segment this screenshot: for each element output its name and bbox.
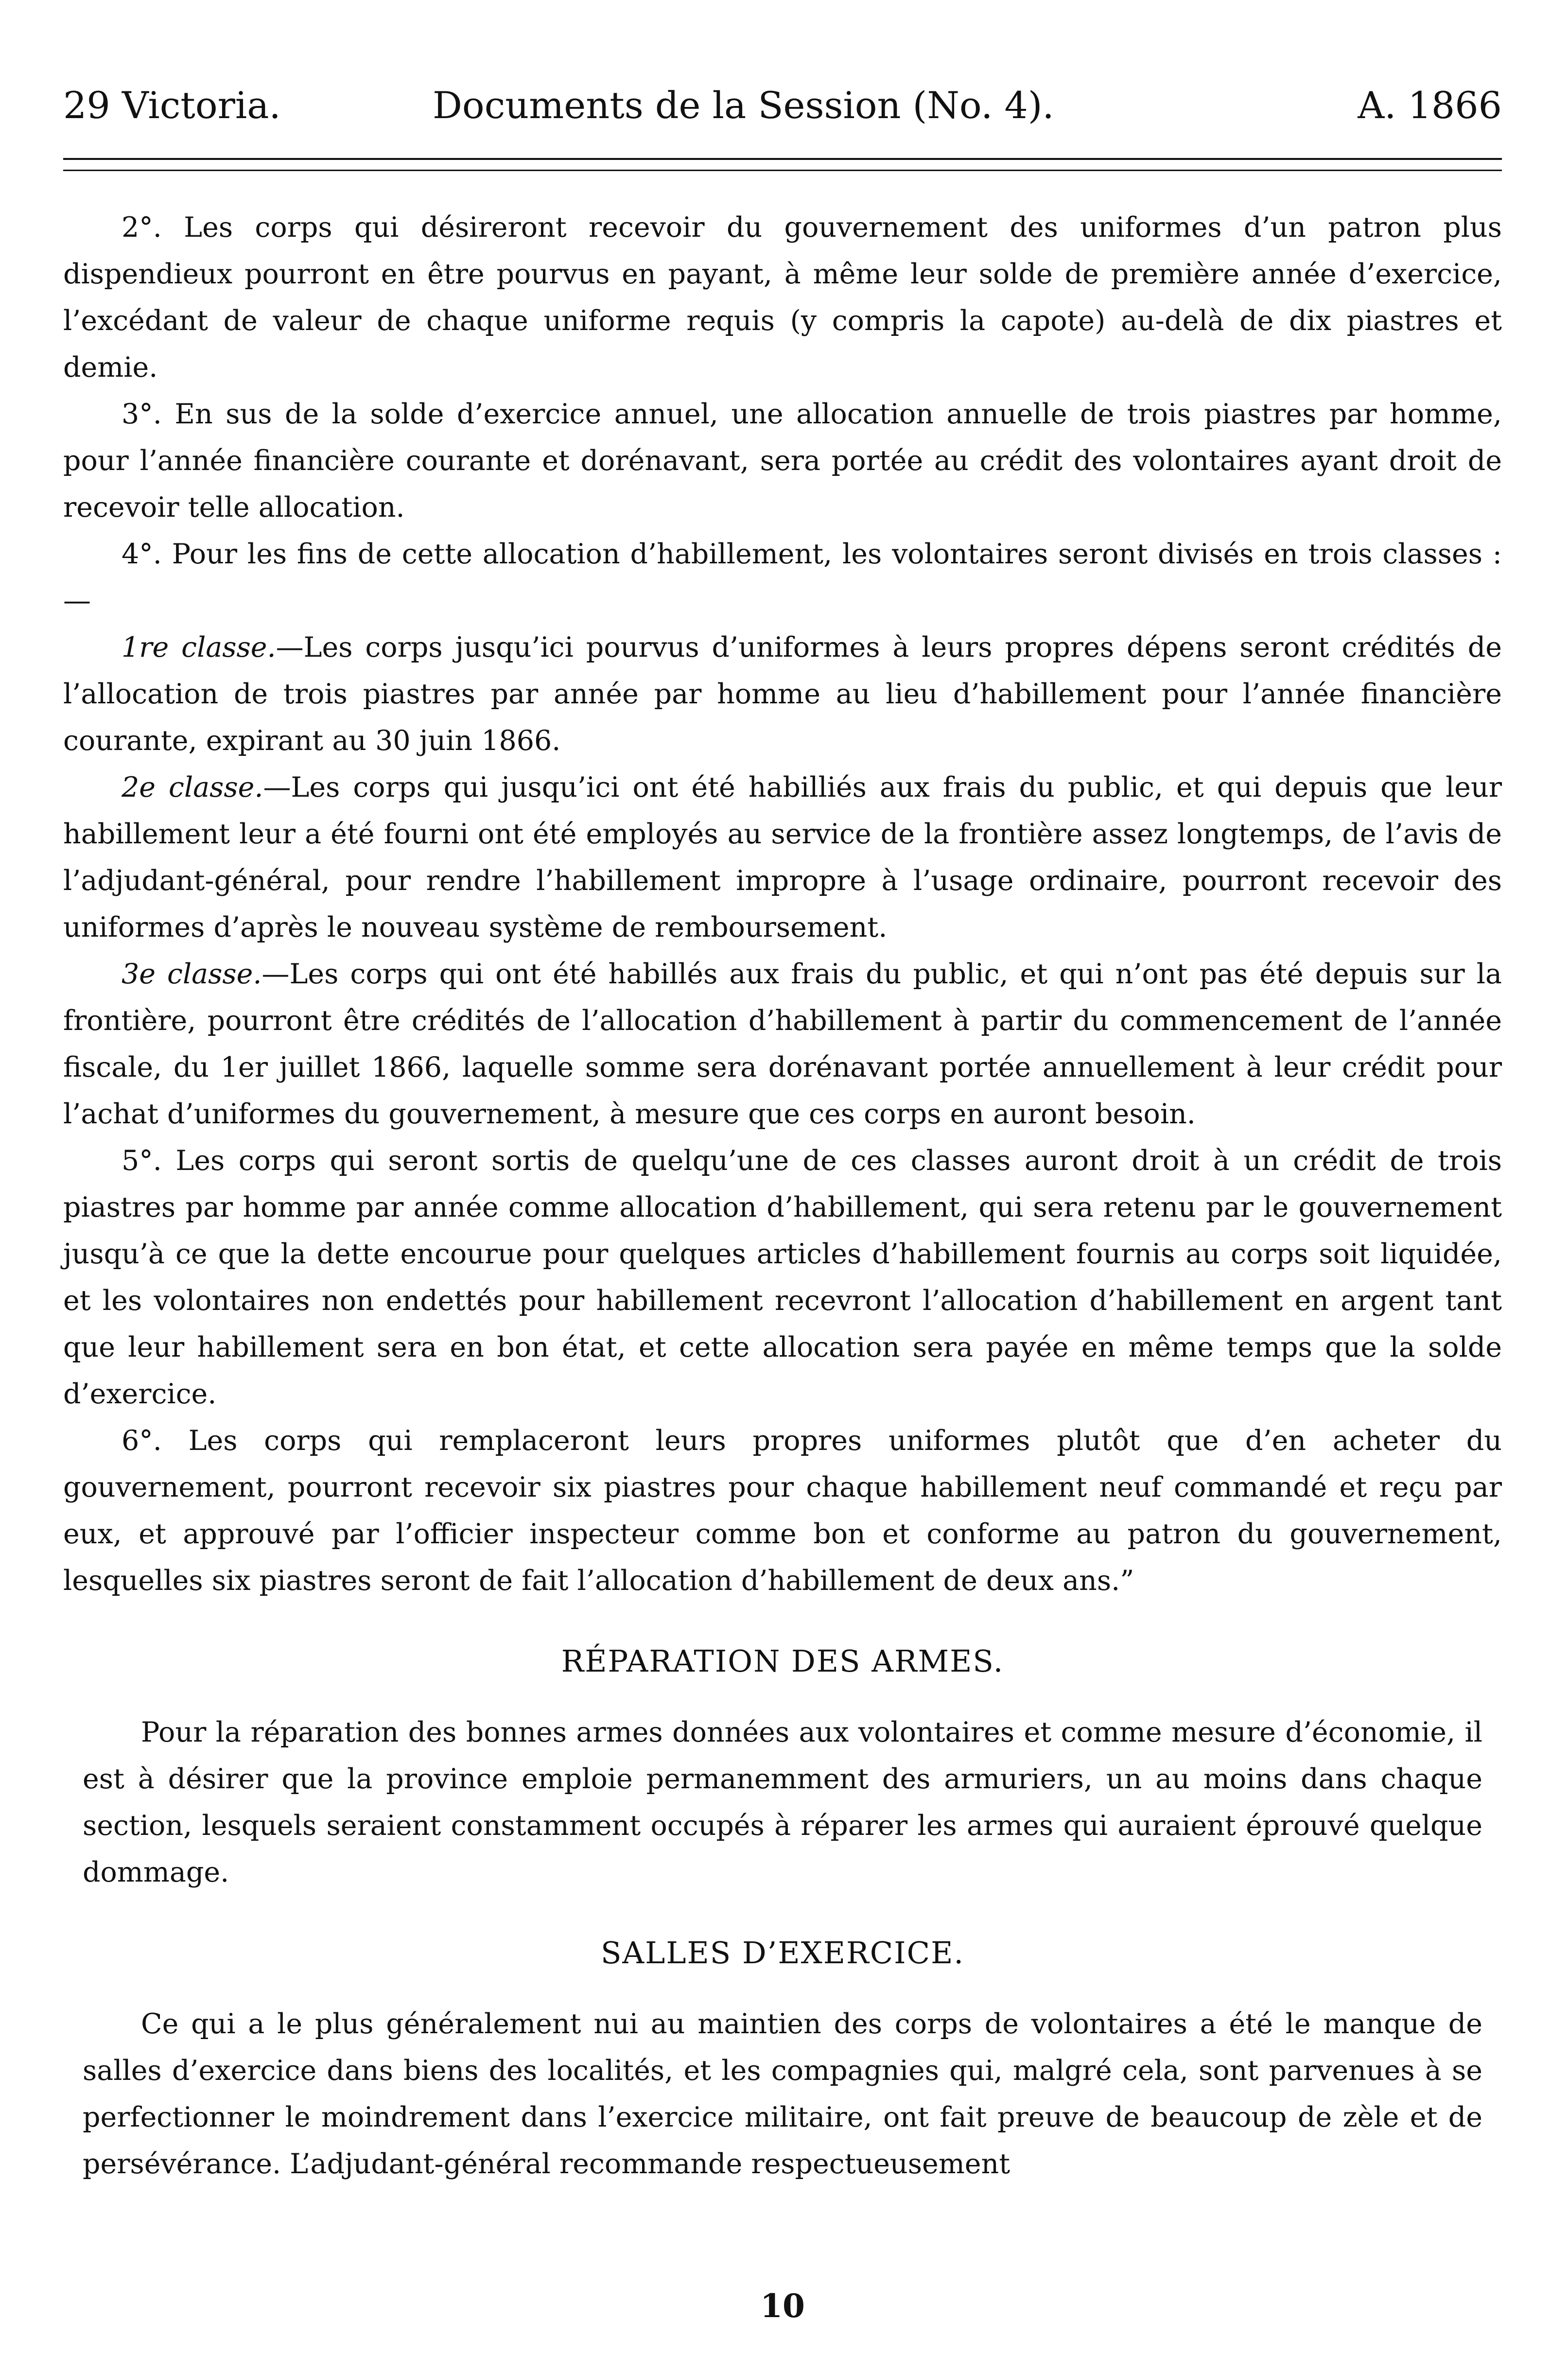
class-3-paragraph	[63, 951, 1502, 1137]
class-3-text: —Les corps qui ont été habillés aux frais du public, et qui n’ont pas été depuis sur la frontière, pourront être crédités de l’allocation d’habillement à partir du commencement de l’année fiscale, du 1er juillet 1866, laquelle somme sera dorénavant portée annuellement à leur crédit pour l’achat d’uniformes du gouvernement, à mesure que ces corps en auront besoin.	[63, 958, 1502, 1130]
section-heading-repair: RÉPARATION DES ARMES.	[561, 1643, 1004, 1679]
document-body	[63, 204, 1502, 2187]
section-heading-drill-halls: SALLES D’EXERCICE.	[600, 1935, 965, 1971]
class-3-label: 3e classe.	[122, 958, 262, 990]
running-header	[63, 84, 1502, 137]
paragraph-5: 5°. Les corps qui seront sortis de quelqu’une de ces classes auront droit à un crédit de trois piastres par homme par année comme allocation d’habillement, qui sera retenu par le gouvernement jusqu’à ce que la dette encourue pour quelques articles d’habillement fournis au corps soit liquidée, et les volontaires non endettés pour habillement recevront l’allocation d’habillement en argent tant que leur habillement sera en bon état, et cette allocation sera payée en même temps que la solde d’exercice.	[63, 1145, 1502, 1410]
header-center: Documents de la Session (No. 4).	[433, 84, 1054, 127]
page-number: 10	[760, 2287, 805, 2325]
paragraph-3: 3°. En sus de la solde d’exercice annuel, une allocation annuelle de trois piastres par homme, pour l’année financière courante et dorénavant, sera portée au crédit des volontaires ayant droit de recevoir telle allocation.	[63, 398, 1502, 523]
class-2-text: —Les corps qui jusqu’ici ont été habilliés aux frais du public, et qui depuis que leur habillement leur a été fourni ont été employés au service de la frontière assez longtemps, de l’avis de l’adjudant-général, pour rendre l’habillement impropre à l’usage ordinaire, pourront recevoir des uniformes d’après le nouveau système de remboursement.	[63, 771, 1502, 943]
class-2-label: 2e classe.	[122, 771, 263, 803]
class-1-label: 1re classe.	[122, 631, 276, 663]
section-text-repair: Pour la réparation des bonnes armes données aux volontaires et comme mesure d’économie, il est à désirer que la province emploie permanemment des armuriers, un au moins dans chaque section, lesquels seraient constamment occupés à réparer les armes qui auraient éprouvé quelque dommage.	[83, 1716, 1482, 1888]
paragraph-6: 6°. Les corps qui remplaceront leurs propres uniformes plutôt que d’en acheter du gouvernement, pourront recevoir six piastres pour chaque habillement neuf commandé et reçu par eux, et approuvé par l’officier inspecteur comme bon et conforme au patron du gouvernement, lesquelles six piastres seront de fait l’allocation d’habillement de deux ans.”	[63, 1425, 1502, 1597]
header-double-rule	[63, 158, 1502, 171]
section-text-drill-halls: Ce qui a le plus généralement nui au maintien des corps de volontaires a été le manque de salles d’exercice dans biens des localités, et les compagnies qui, malgré cela, sont parvenues à se perfectionner le moindrement dans l’exercice militaire, ont fait preuve de beaucoup de zèle et de persévérance. L’adjudant-général recommande respectueusement	[83, 2008, 1482, 2180]
header-right: A. 1866	[1358, 84, 1502, 127]
document-page	[63, 0, 1502, 2373]
header-left: 29 Victoria.	[63, 84, 281, 127]
class-1-paragraph	[63, 624, 1502, 764]
paragraph-4: 4°. Pour les fins de cette allocation d’habillement, les volontaires seront divisés en trois classes :—	[63, 538, 1502, 617]
paragraph-2: 2°. Les corps qui désireront recevoir du gouvernement des uniformes d’un patron plus dispendieux pourront en être pourvus en payant, à même leur solde de première année d’exercice, l’excédant de valeur de chaque uniforme requis (y compris la capote) au-delà de dix piastres et demie.	[63, 211, 1502, 384]
class-1-text: —Les corps jusqu’ici pourvus d’uniformes à leurs propres dépens seront crédités de l’allocation de trois piastres par année par homme au lieu d’habillement pour l’année financière courante, expirant au 30 juin 1866.	[63, 631, 1502, 757]
class-2-paragraph	[63, 764, 1502, 951]
